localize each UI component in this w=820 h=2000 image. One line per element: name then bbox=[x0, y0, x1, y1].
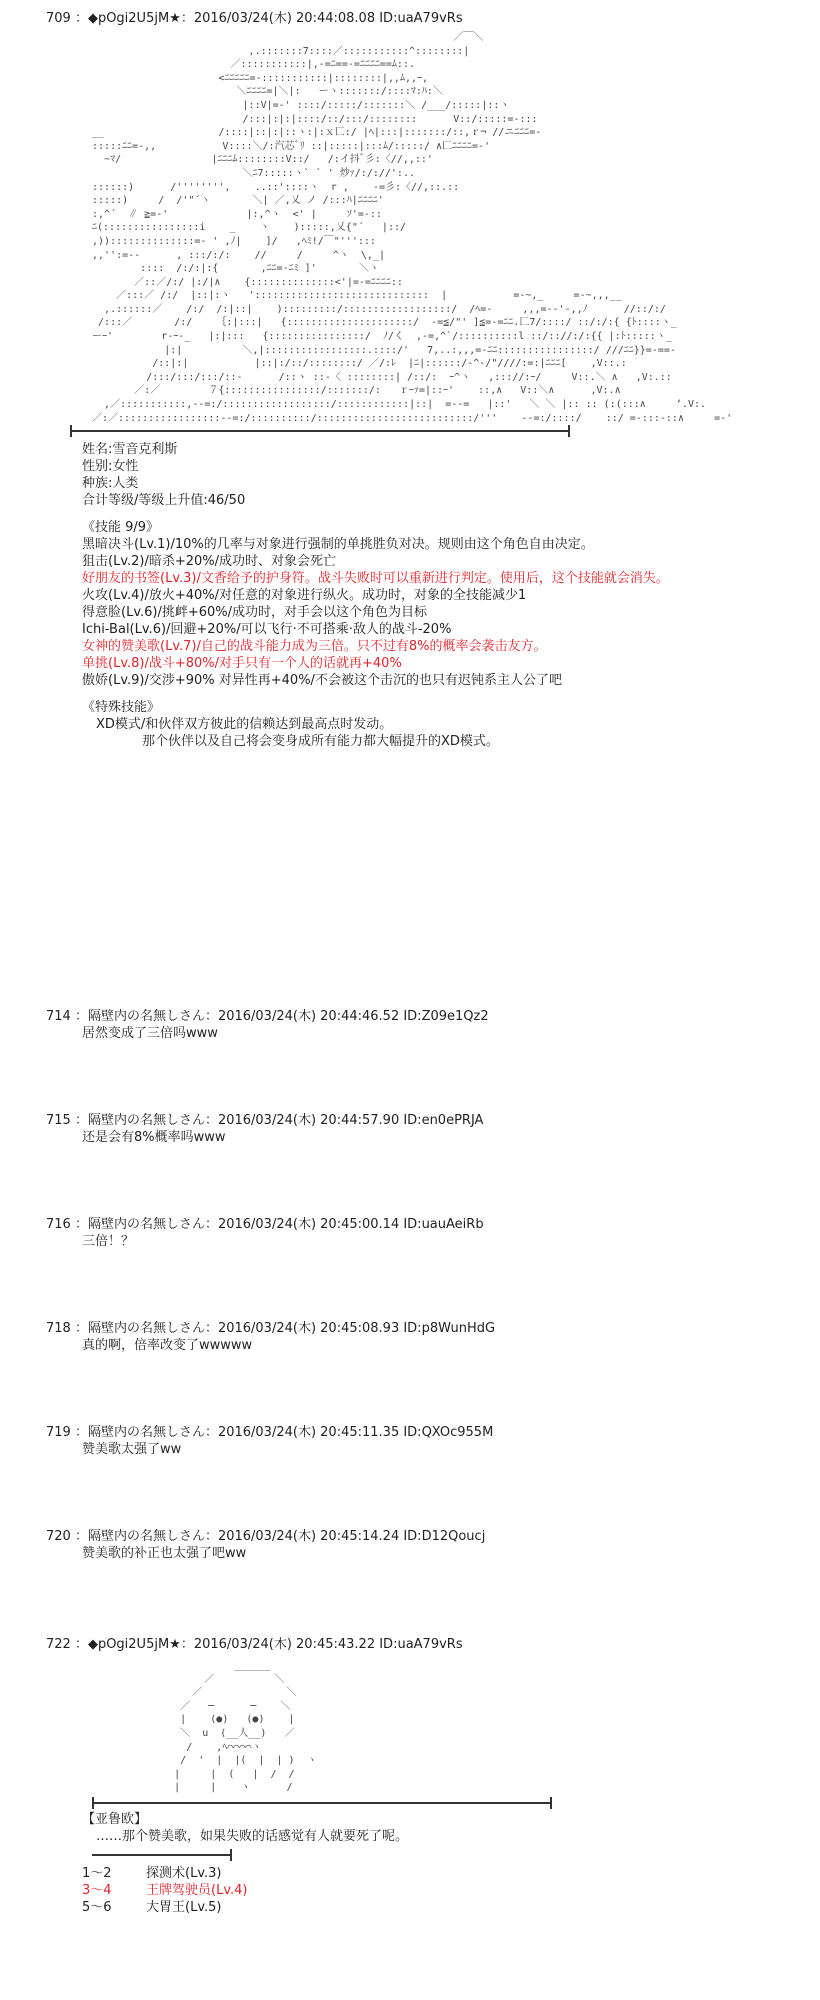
special-skills-title: 《特殊技能》 bbox=[82, 700, 161, 716]
post-header: 719 ：隔壁内の名無しさん：2016/03/24(木) 20:45:11.35 ID:QXOc955M bbox=[46, 1425, 494, 1440]
skill-line: 狙击(Lv.2)/暗杀+20%/成功时、对象会死亡 bbox=[82, 554, 337, 570]
character-info bbox=[82, 441, 786, 750]
ascii-art-yaruo: ______ ／ ＼ ／ ＼ ／ ─ ─ ＼ | (●) (●) | ＼ u (__人__) ／ / ,ﾍ⌒⌒⌒⌒ヽ / ' | |( | | ) ヽ | | ( | / / | | ヽ / bbox=[174, 1660, 317, 1794]
skill-line: 单挑(Lv.8)/战斗+80%/对手只有一个人的话就再+40% bbox=[82, 656, 402, 672]
post-body: 赞美歌的补正也太强了吧ww bbox=[82, 1546, 247, 1561]
post-body: 三倍！？ bbox=[82, 1234, 135, 1249]
info-gender: 性别:女性 bbox=[82, 459, 139, 475]
roll-table-row bbox=[82, 1882, 786, 1899]
info-level: 合计等级/等级上升值:46/50 bbox=[82, 493, 246, 509]
special-skill-line: 那个伙伴以及自己将会变身成所有能力都大幅提升的XD模式。 bbox=[142, 734, 499, 750]
roll-range: 1～2 bbox=[82, 1865, 112, 1881]
skills-title: 《技能 9/9》 bbox=[82, 520, 160, 536]
roll-skill-name: 大胃王(Lv.5) bbox=[146, 1899, 222, 1915]
post-720 bbox=[46, 1528, 786, 1562]
speech-line: ……那个赞美歌，如果失败的话感觉有人就要死了呢。 bbox=[96, 1828, 409, 1844]
info-race: 种族:人类 bbox=[82, 476, 139, 492]
post-body: 居然变成了三倍吗www bbox=[82, 1026, 218, 1041]
skill-line: 女神的赞美歌(Lv.7)/自己的战斗能力成为三倍。只不过有8%的概率会袭击友方。 bbox=[82, 639, 547, 655]
separator-rule bbox=[92, 1797, 786, 1809]
roll-table-row bbox=[82, 1865, 786, 1882]
dialogue bbox=[82, 1811, 786, 1845]
skill-line: 黑暗决斗(Lv.1)/10%的几率与对象进行强制的单挑胜负对决。规则由这个角色自由决定。 bbox=[82, 537, 594, 553]
special-skill-line: XD模式/和伙伴双方彼此的信赖达到最高点时发动。 bbox=[96, 717, 393, 733]
skill-line: 火攻(Lv.4)/放火+40%/对任意的对象进行纵火。成功时，对象的全技能减少1 bbox=[82, 588, 527, 604]
post-header: 709 ：◆pOgi2U5jM★：2016/03/24(木) 20:44:08.08 ID:uaA79vRs bbox=[46, 11, 463, 26]
post-718 bbox=[46, 1320, 786, 1354]
post-body: 赞美歌太强了ww bbox=[82, 1442, 182, 1457]
roll-range: 5～6 bbox=[82, 1899, 112, 1915]
separator-rule bbox=[70, 425, 786, 437]
post-body: 还是会有8%概率吗www bbox=[82, 1130, 226, 1145]
post-722 bbox=[46, 1636, 786, 1916]
ascii-art-character: ／￣＼ ,.:::::::7::::／:::::::::::^::::::::| ／:::::::::::|,-=ﾆ==-=ﾆﾆﾆﾆ==ﾑ::. <ﾆﾆﾆﾆﾆ=-:::::::::::|::::::::|,,ﾑ,,ｰ, ＼ﾆﾆﾆﾆ=|＼|: ーヽ:::::::/::::ﾏ:ﾊ:＼ |::V|=-' ::::/:::::/:::::::＼ /___/:::::|::ヽ /:::|:|:|::::/::/:::/:::::::: V::/:::::=-::: __ /::::|::|:|::ヽ:|:ｘ匸:/ |ﾍ|:::|:::::::/::,ｒ¬ //ニﾆﾆﾆ=- :::::ﾆﾆ=-,, V::::＼/:汽芯ﾞﾘ ::|:::::|:::ﾑ/:::::/ ∧匚ﾆﾆﾆﾆ=-' ~ﾏ/ |ﾆﾆﾆﾑ::::::::V::/ /:イ抖ﾞ彡:〈//,,::' ＼ﾆ7:::::ヽ` ` ' 炒ｧ/:/://':.. ::::::) /'''''''', ..::'::::ヽ r , -=彡:〈//,::.:: :::::) / /'"´ヽ ＼| ／,乂 ノ /:::ﾊ|ﾆﾆﾆﾆ' :,^´ ∥ ≧=-' |:,^ヽ <' | ｿ'=-:: ﾆ(::::::::::::::::i _ ヽ ):::::,乂{"´ |::/ ,))::::::::::::::=- ' ,ﾉ| ]/ ,ﾍﾐ!/￣"'''::: ,,'':=-- , :::/:/: // / ^ヽ \,_| :::: /:/:|:{ ,ﾆﾆ=-ﾆﾐ ]' ＼ヽ ／::／/:/ |:/|∧ {::::::::::::::<'|=-=ﾆﾆﾆﾆ:: ／:::／ /:/ |::|:ヽ '::::::::::::::::::::::::::::: | =-~,_ =-~,,,__ ,.::::::／ /:/ /:|::| ):::::::::/::::::::::::::::::/ /ﾍ=- ,,,=--'-,,ﾉ //::/:/ /:::／ /:/ ｛:|:::| {:::::::::::::::::::::/ -=≦/"' ]≦=-=ﾆﾆ.匚7/::::/ ::/:/:{ {ﾄ::::ヽ_ ーｰ' r-ｰ-_ |:|::: {::::::::::::::::/ ﾉ/く ,-=,^`/::::::::::l ::/:://:/:{{ |:ﾄ:::::ヽ_ |:| ＼,|:::::::::::::::::.::::/' 7,..:,,,=-ﾆﾆ::::::::::::::::/ ///ﾆﾆ}}=-==- /::|:| |::|:/::/::::::::/ ／/:ﾚ |ﾆ|::::::/-^-/"////:=:|ﾆﾆﾆ[ ,V::.: /:::/:::/:::/::- /::ヽ ::-〈 ::::::::| /::/: ｰ^ヽ ,::://:ｰ/ V::.＼ ∧ ,V:.:: ／:／ ７{::::::::::::::::/:::::::/: ｒｰｧ=|::ｰ' ::,∧ V::＼∧ ,V:.∧ ,／:::::::::::,--=:/::::::::::::::::::/::::::::::::|::| =--= |::' ＼ ＼ |:: :: (:(:::∧ ‘.V:. ／:／:::::::::::::::::--=:/::::::::::/::::::::::::::::::::::::::/''' --=:/::::/ ::/ =-:::-::∧ =-' bbox=[92, 32, 733, 424]
info-name: 姓名:雪音克利斯 bbox=[82, 442, 178, 458]
post-709 bbox=[46, 10, 786, 750]
skill-line: 得意脸(Lv.6)/挑衅+60%/成功时，对手会以这个角色为目标 bbox=[82, 605, 428, 621]
roll-skill-name: 探测术(Lv.3) bbox=[146, 1865, 222, 1881]
skill-list bbox=[82, 536, 786, 689]
post-719 bbox=[46, 1424, 786, 1458]
post-header: 714 ：隔壁内の名無しさん：2016/03/24(木) 20:44:46.52 ID:Z09e1Qz2 bbox=[46, 1009, 489, 1024]
roll-range: 3～4 bbox=[82, 1882, 112, 1898]
post-header: 718 ：隔壁内の名無しさん：2016/03/24(木) 20:45:08.93 ID:p8WunHdG bbox=[46, 1321, 496, 1336]
skill-line: 好朋友的书签(Lv.3)/文香给予的护身符。战斗失败时可以重新进行判定。使用后，这个技能就会消失。 bbox=[82, 571, 669, 587]
post-header: 716 ：隔壁内の名無しさん：2016/03/24(木) 20:45:00.14 ID:uauAeiRb bbox=[46, 1217, 484, 1232]
roll-skill-name: 王牌驾驶员(Lv.4) bbox=[146, 1882, 248, 1898]
post-715 bbox=[46, 1112, 786, 1146]
post-header: 715 ：隔壁内の名無しさん：2016/03/24(木) 20:44:57.90 ID:en0ePRJA bbox=[46, 1113, 484, 1128]
skill-line: 傲娇(Lv.9)/交涉+90% 对异性再+40%/不会被这个击沉的也只有迟钝系主人公了吧 bbox=[82, 673, 562, 689]
post-header: 722 ：◆pOgi2U5jM★：2016/03/24(木) 20:45:43.22 ID:uaA79vRs bbox=[46, 1637, 463, 1652]
post-body: 真的啊，倍率改变了wwwww bbox=[82, 1338, 253, 1353]
post-716 bbox=[46, 1216, 786, 1250]
post-header: 720 ：隔壁内の名無しさん：2016/03/24(木) 20:45:14.24 ID:D12Qoucj bbox=[46, 1529, 486, 1544]
separator-rule bbox=[92, 1849, 786, 1861]
speaker-label: 【亚鲁欧】 bbox=[82, 1811, 148, 1827]
roll-table-row bbox=[82, 1899, 786, 1916]
roll-table bbox=[82, 1865, 786, 1916]
post-714 bbox=[46, 1008, 786, 1042]
skill-line: Ichi-Bal(Lv.6)/回避+20%/可以飞行·不可搭乘·敌人的战斗-20% bbox=[82, 622, 452, 638]
